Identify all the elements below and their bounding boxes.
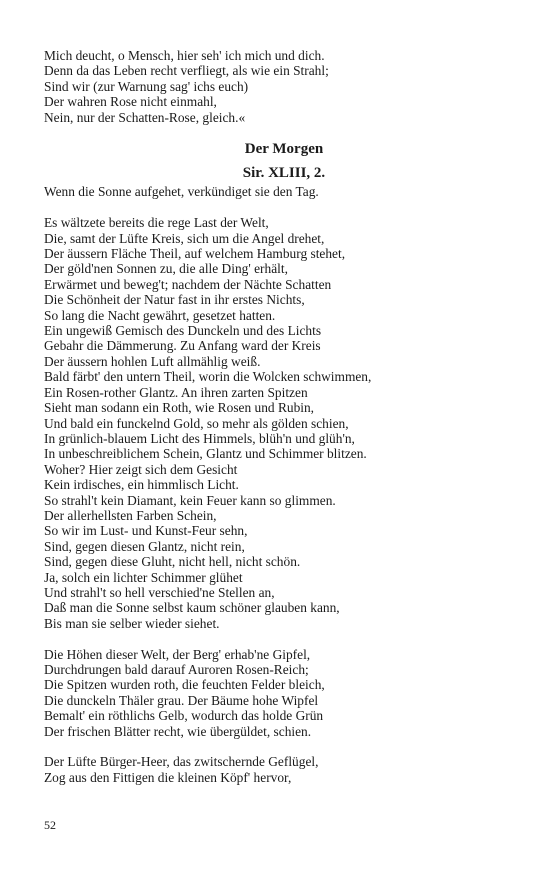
book-page	[44, 48, 524, 785]
verse-line: Der allerhellsten Farben Schein,	[44, 507, 217, 523]
verse-line: Ein ungewiß Gemisch des Dunckeln und des Lichts	[44, 323, 322, 339]
verse-line: Nein, nur der Schatten-Rose, gleich.«	[44, 109, 246, 125]
page-number: 52	[44, 818, 56, 832]
verse-line: Sind, gegen diese Gluht, nicht hell, nicht schön.	[44, 554, 301, 570]
verse-line: Die Höhen dieser Welt, der Berg' erhab'ne Gipfel,	[44, 646, 311, 662]
verse-line: Denn da das Leben recht verfliegt, als wie ein Strahl;	[44, 63, 329, 79]
verse-line: Durchdrungen bald darauf Auroren Rosen-Reich;	[44, 661, 309, 677]
verse-line: Ein Rosen-rother Glantz. An ihren zarten Spitzen	[44, 384, 308, 400]
verse-line: Der frischen Blätter recht, wie übergüldet, schien.	[44, 723, 312, 739]
verse-line: In unbeschreiblichem Schein, Glantz und Schimmer blitzen.	[44, 446, 367, 462]
verse-line: Der äussern hohlen Luft allmählig weiß.	[44, 353, 261, 369]
verse-line: Zog aus den Fittigen die kleinen Köpf' hervor,	[44, 769, 292, 785]
closing-stanza	[44, 48, 524, 125]
verse-line: Gebahr die Dämmerung. Zu Anfang ward der Kreis	[44, 338, 321, 354]
verse-line: Bemalt' ein röthlichs Gelb, wodurch das holde Grün	[44, 708, 324, 724]
verse-line: Ja, solch ein lichter Schimmer glühet	[44, 569, 243, 585]
poem-title: Der Morgen	[244, 141, 324, 158]
verse-line: Kein irdisches, ein himmlisch Licht.	[44, 477, 239, 493]
verse-line: Erwärmet und beweg't; nachdem der Nächte Schatten	[44, 276, 332, 292]
verse-line: Der Lüfte Bürger-Heer, das zwitschernde Geflügel,	[44, 754, 319, 770]
verse-line: Die, samt der Lüfte Kreis, sich um die Angel drehet,	[44, 230, 325, 246]
verse-line: Woher? Hier zeigt sich dem Gesicht	[44, 461, 238, 477]
verse-line: So strahl't kein Diamant, kein Feuer kann so glimmen.	[44, 492, 336, 508]
stanza-2	[44, 647, 524, 739]
verse-line: Mich deucht, o Mensch, hier seh' ich mich und dich.	[44, 48, 325, 63]
verse-line: Und strahl't so hell verschied'ne Stellen an,	[44, 584, 275, 600]
verse-line: Die Schönheit der Natur fast in ihr erstes Nichts,	[44, 292, 305, 308]
verse-line: Der wahren Rose nicht einmahl,	[44, 94, 217, 110]
verse-line: Es wältzete bereits die rege Last der Welt,	[44, 215, 269, 231]
poem-subtitle: Sir. XLIII, 2.	[242, 165, 326, 182]
verse-line: Der göld'nen Sonnen zu, die alle Ding' erhält,	[44, 261, 288, 277]
verse-line: So wir im Lust- und Kunst-Feur sehn,	[44, 523, 248, 539]
verse-line: Der äussern Fläche Theil, auf welchem Hamburg stehet,	[44, 246, 346, 262]
verse-line: Bis man sie selber wieder siehet.	[44, 615, 220, 631]
verse-line: Die Spitzen wurden roth, die feuchten Felder bleich,	[44, 677, 325, 693]
verse-line: So lang die Nacht gewährt, gesetzet hatten.	[44, 307, 276, 323]
verse-line: In grünlich-blauem Licht des Himmels, blüh'n und glüh'n,	[44, 430, 355, 446]
verse-line: Die dunckeln Thäler grau. Der Bäume hohe Wipfel	[44, 692, 319, 708]
poem-motto: Wenn die Sonne aufgehet, verkündiget sie den Tag.	[44, 184, 319, 200]
verse-line: Sieht man sodann ein Roth, wie Rosen und Rubin,	[44, 400, 315, 416]
verse-line: Bald färbt' den untern Theil, worin die Wolcken schwimmen,	[44, 369, 372, 385]
verse-line: Und bald ein funckelnd Gold, so mehr als gölden schien,	[44, 415, 349, 431]
stanza-1	[44, 215, 524, 631]
verse-line: Sind wir (zur Warnung sag' ichs euch)	[44, 78, 249, 94]
verse-line: Sind, gegen diesen Glantz, nicht rein,	[44, 538, 245, 554]
verse-line: Daß man die Sonne selbst kaum schöner glauben kann,	[44, 600, 340, 616]
stanza-3	[44, 754, 524, 785]
